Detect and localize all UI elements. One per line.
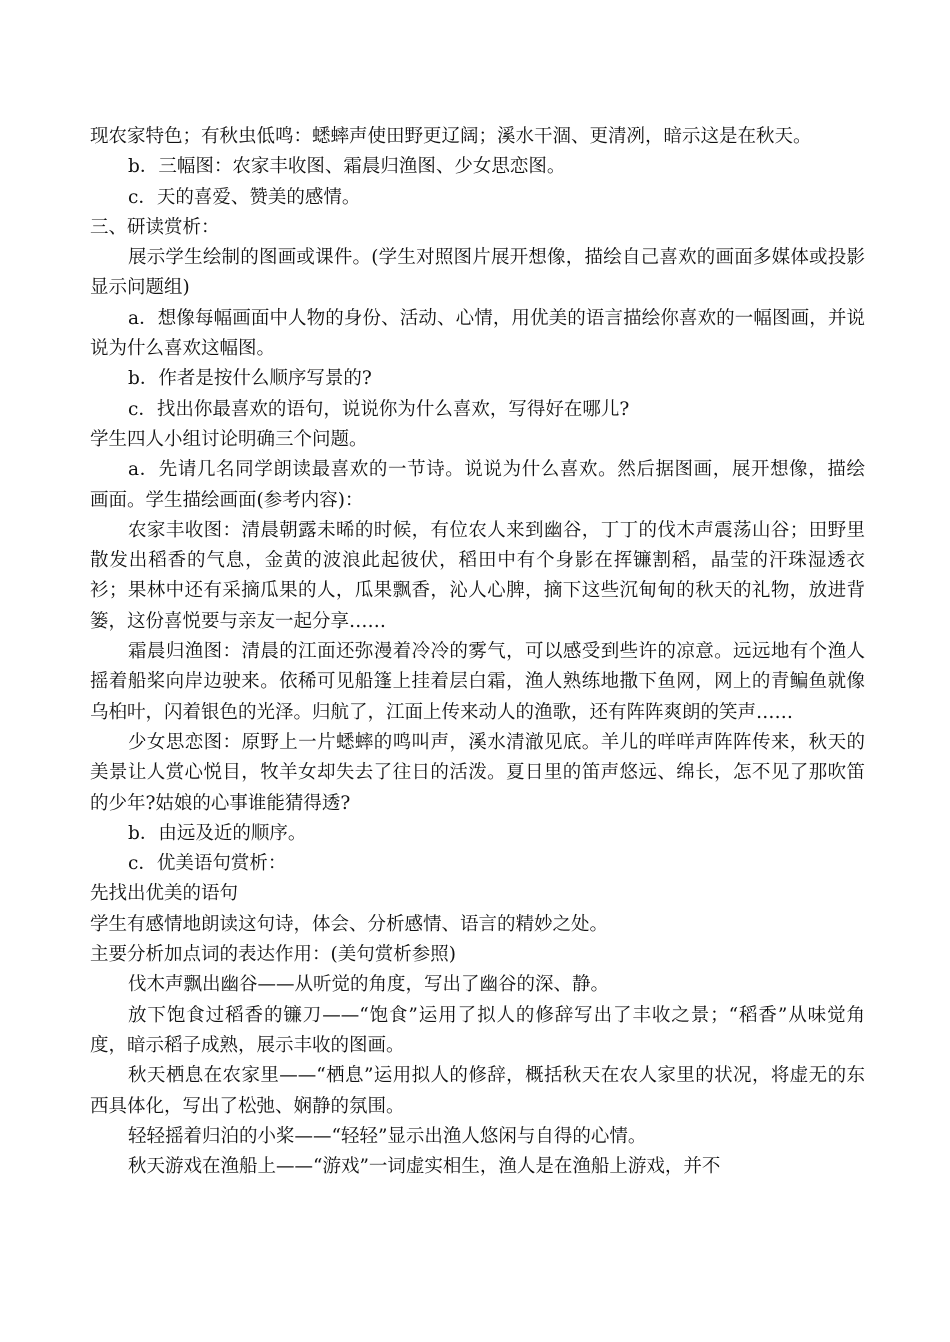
paragraph: b．三幅图：农家丰收图、霜晨归渔图、少女思恋图。 <box>128 156 566 178</box>
paragraph: 农家丰收图：清晨朝露未晞的时候，有位农人来到幽谷，丁丁的伐木声震荡山谷；田野里散发出稻香的气息，金黄的波浪此起彼伏，稻田中有个身影在挥镰割稻，晶莹的汗珠湿透衣衫；果林中还有采摘瓜果的人，瓜果飘香，沁人心脾，摘下这些沉甸甸的秋天的礼物，放进背篓，这份喜悦要与亲友一起分享…… <box>90 519 865 632</box>
paragraph: 学生四人小组讨论明确三个问题。 <box>90 428 368 450</box>
paragraph: 展示学生绘制的图画或课件。(学生对照图片展开想像，描绘自己喜欢的画面多媒体或投影显示问题组) <box>90 247 865 299</box>
paragraph: b．由远及近的顺序。 <box>128 822 307 844</box>
paragraph: 少女思恋图：原野上一片蟋蟀的鸣叫声，溪水清澈见底。羊儿的咩咩声阵阵传来，秋天的美景让人赏心悦目，牧羊女却失去了往日的活泼。夏日里的笛声悠远、绵长，怎不见了那吹笛的少年?姑娘的心事谁能猜得透? <box>90 731 865 814</box>
paragraph: 学生有感情地朗读这句诗，体会、分析感情、语言的精妙之处。 <box>90 913 609 935</box>
paragraph: 放下饱食过稻香的镰刀——“饱食”运用了拟人的修辞写出了丰收之景；“稻香”从味觉角度，暗示稻子成熟，展示丰收的图画。 <box>90 1004 865 1056</box>
paragraph: 现农家特色；有秋虫低鸣：蟋蟀声使田野更辽阔；溪水干涸、更清冽，暗示这是在秋天。 <box>90 126 812 147</box>
paragraph: c．天的喜爱、赞美的感情。 <box>128 186 361 208</box>
paragraph: a．先请几名同学朗读最喜欢的一节诗。说说为什么喜欢。然后据图画，展开想像，描绘 画面。学生描绘画面(参考内容)： <box>90 459 865 511</box>
paragraph: a．想像每幅画面中人物的身份、活动、心情，用优美的语言描绘你喜欢的一幅图画，并说说为什么喜欢这幅图。 <box>90 307 865 360</box>
paragraph: b．作者是按什么顺序写景的? <box>128 368 372 390</box>
paragraph: 主要分析加点词的表达作用：(美句赏析参照) <box>90 944 456 966</box>
paragraph: 秋天游戏在渔船上——“游戏”一词虚实相生，渔人是在渔船上游戏，并不 <box>128 1156 721 1178</box>
paragraph: c．找出你最喜欢的语句，说说你为什么喜欢，写得好在哪儿? <box>128 398 630 420</box>
document-body <box>90 122 865 1182</box>
paragraph: 三、研读赏析： <box>90 216 220 238</box>
paragraph: 秋天栖息在农家里——“栖息”运用拟人的修辞，概括秋天在农人家里的状况，将虚无的东西具体化，写出了松弛、娴静的氛围。 <box>90 1065 865 1117</box>
paragraph: 霜晨归渔图：清晨的江面还弥漫着冷冷的雾气，可以感受到些许的凉意。远远地有个渔人摇着船桨向岸边驶来。依稀可见船篷上挂着层白霜，渔人熟练地撒下鱼网，网上的青鳊鱼就像乌桕叶，闪着银色的光泽。归航了，江面上传来动人的渔歌，还有阵阵爽朗的笑声…… <box>90 641 865 723</box>
paragraph: c．优美语句赏析： <box>128 853 287 875</box>
paragraph: 先找出优美的语句 <box>90 883 239 905</box>
paragraph: 伐木声飘出幽谷——从听觉的角度，写出了幽谷的深、静。 <box>128 974 610 996</box>
paragraph: 轻轻摇着归泊的小桨——“轻轻”显示出渔人悠闲与自得的心情。 <box>128 1125 647 1147</box>
